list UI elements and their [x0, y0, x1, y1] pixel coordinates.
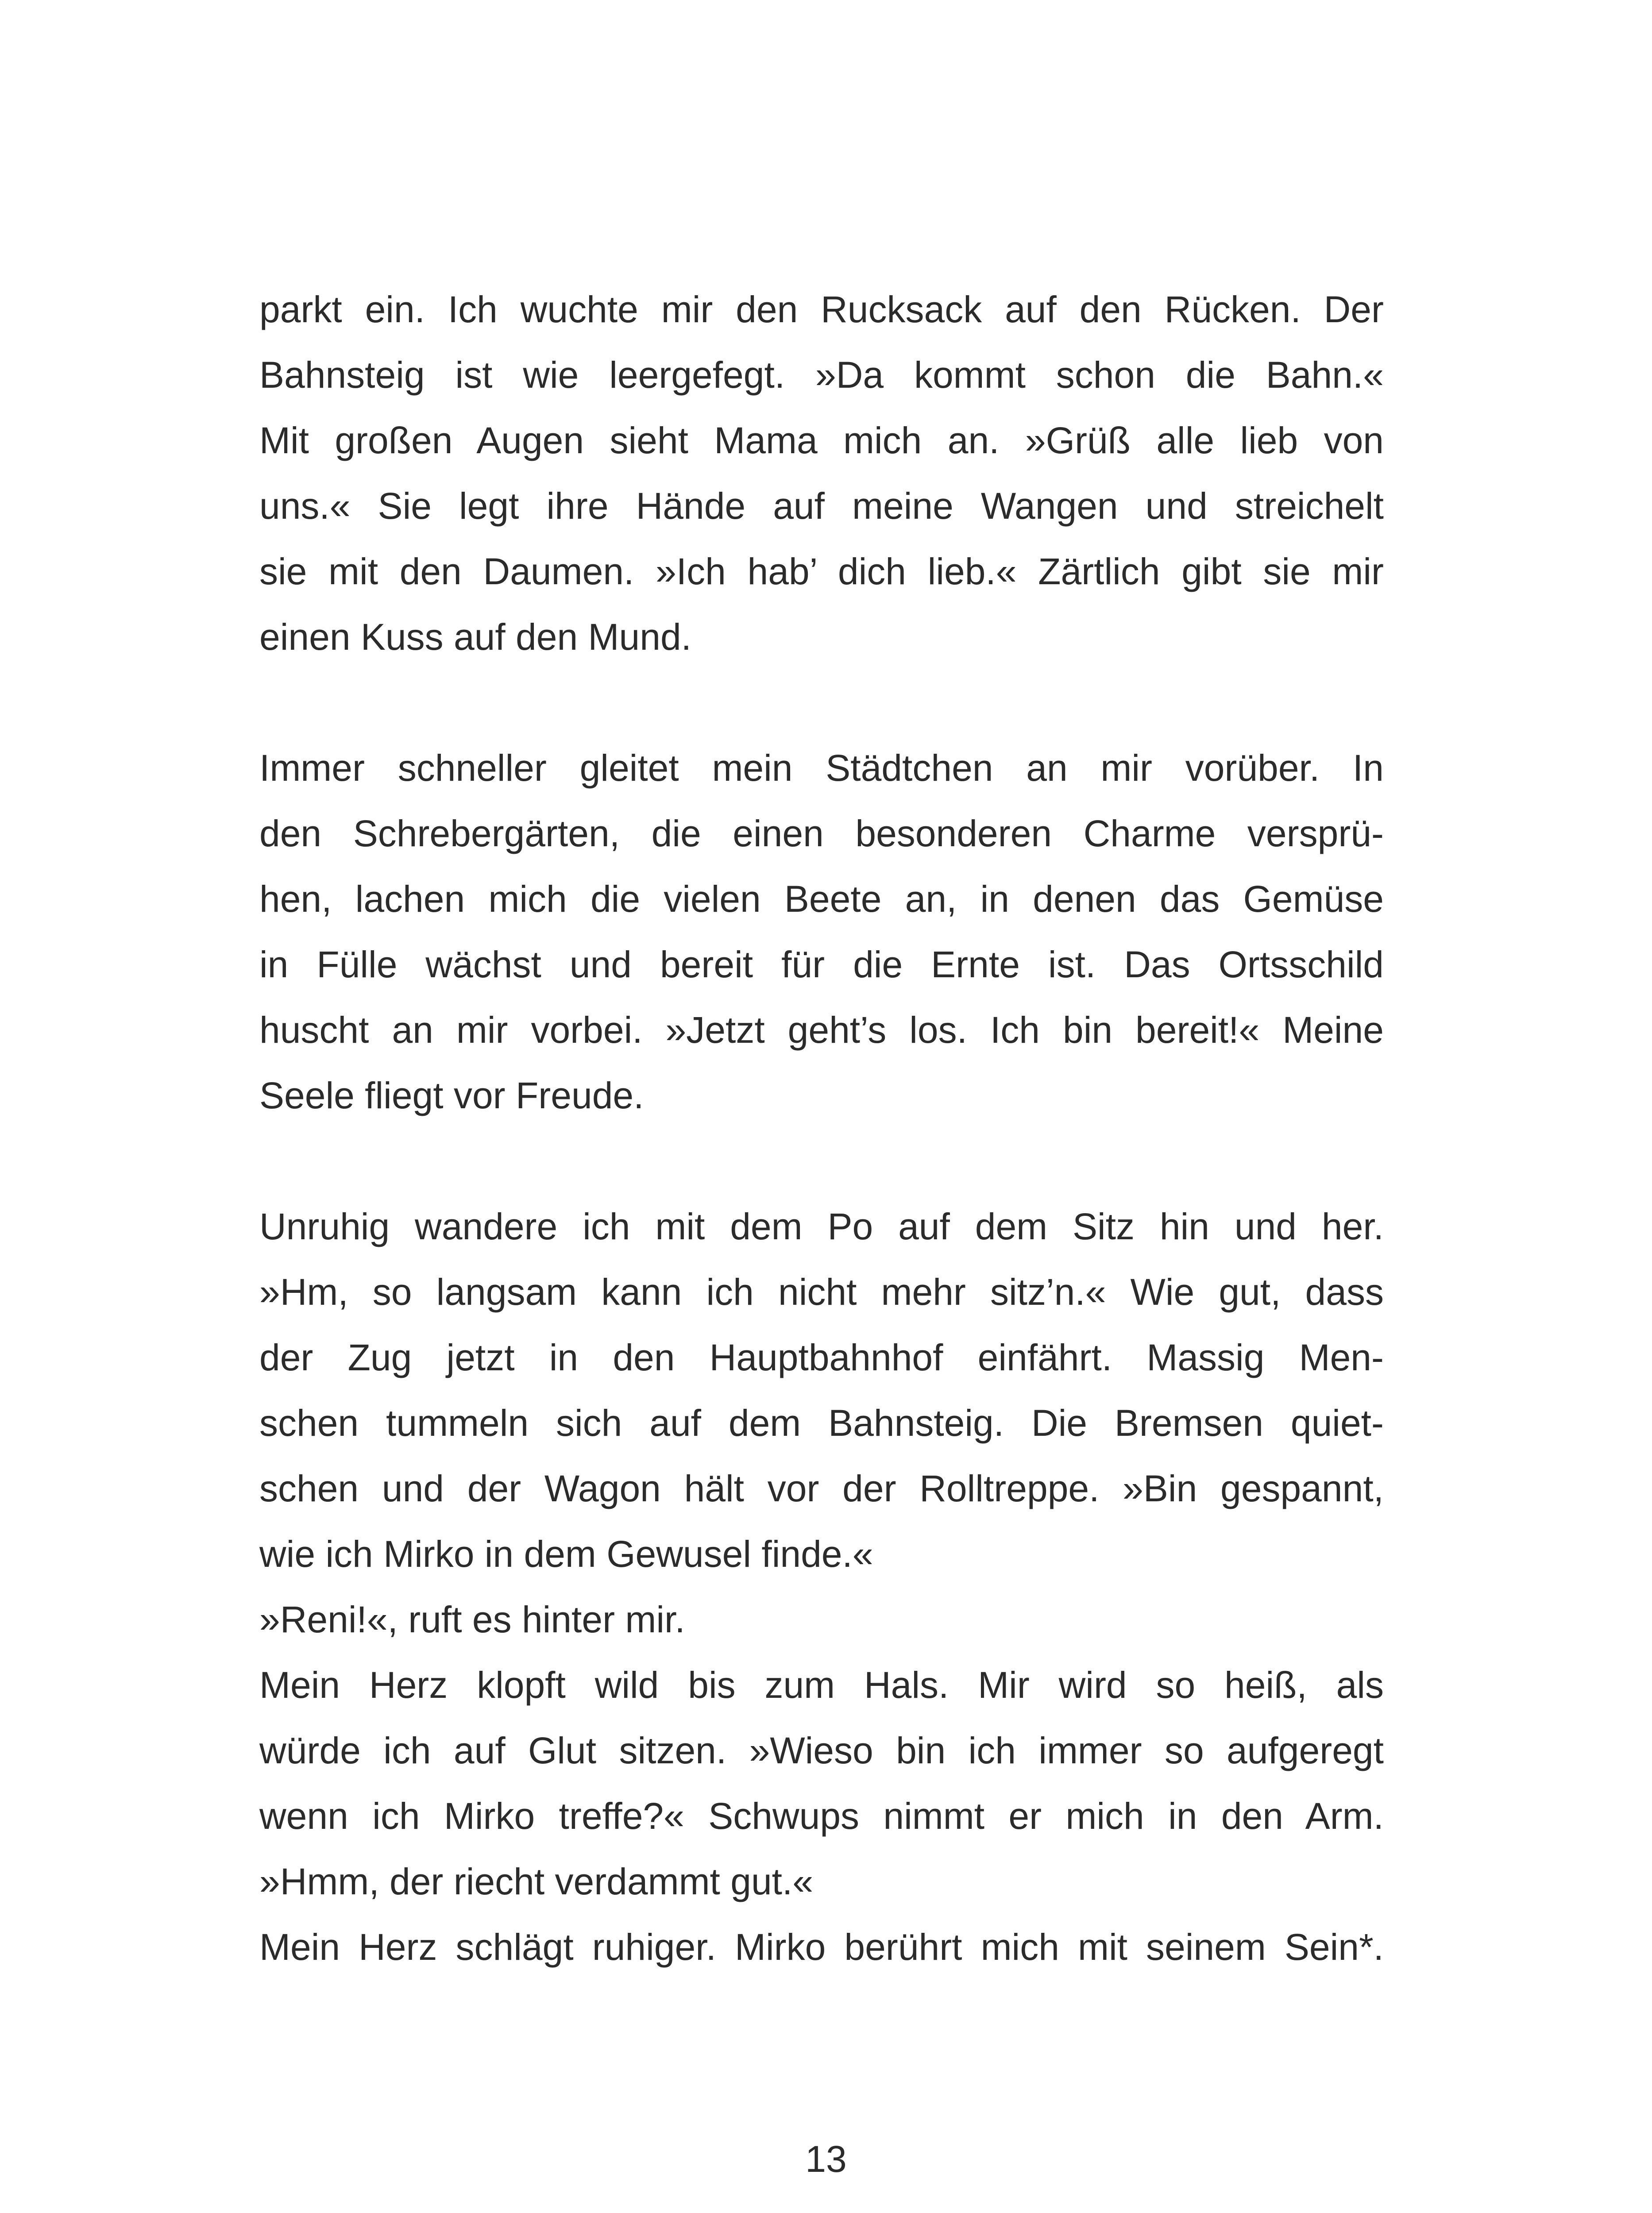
text-line: schen und der Wagon hält vor der Rolltreppe. »Bin gespannt,: [259, 1468, 1384, 1509]
text-line: den Schrebergärten, die einen besonderen Charme versprü-: [259, 813, 1384, 854]
page-number: 13: [805, 2138, 847, 2180]
text-line: uns.« Sie legt ihre Hände auf meine Wangen und streichelt: [259, 485, 1384, 527]
text-line: einen Kuss auf den Mund.: [259, 616, 692, 658]
text-line: Immer schneller gleitet mein Städtchen an mir vorüber. In: [259, 747, 1384, 789]
text-line: Mein Herz schlägt ruhiger. Mirko berührt mich mit seinem Sein*.: [259, 1926, 1384, 1968]
text-line: schen tummeln sich auf dem Bahnsteig. Die Bremsen quiet-: [259, 1402, 1384, 1444]
paragraph-gap: [259, 670, 1384, 735]
text-line: würde ich auf Glut sitzen. »Wieso bin ich immer so aufgeregt: [259, 1730, 1384, 1771]
text-line: »Hm, so langsam kann ich nicht mehr sitz’n.« Wie gut, dass: [259, 1271, 1384, 1313]
text-line: Unruhig wandere ich mit dem Po auf dem Sitz hin und her.: [259, 1206, 1384, 1247]
body-text: [259, 277, 1384, 1980]
text-line: in Fülle wächst und bereit für die Ernte ist. Das Ortsschild: [259, 944, 1384, 985]
text-line: Mit großen Augen sieht Mama mich an. »Grüß alle lieb von: [259, 420, 1384, 461]
text-line: wenn ich Mirko treffe?« Schwups nimmt er mich in den Arm.: [259, 1795, 1384, 1837]
text-line: hen, lachen mich die vielen Beete an, in denen das Gemüse: [259, 878, 1384, 920]
text-line: huscht an mir vorbei. »Jetzt geht’s los. Ich bin bereit!« Meine: [259, 1009, 1384, 1051]
text-line: Bahnsteig ist wie leergefegt. »Da kommt schon die Bahn.«: [259, 354, 1384, 396]
text-line: der Zug jetzt in den Hauptbahnhof einfährt. Massig Men-: [259, 1337, 1384, 1378]
text-line: »Reni!«, ruft es hinter mir.: [259, 1599, 685, 1640]
text-line: Seele fliegt vor Freude.: [259, 1075, 644, 1116]
text-line: parkt ein. Ich wuchte mir den Rucksack auf den Rücken. Der: [259, 289, 1384, 330]
text-line: »Hmm, der riecht verdammt gut.«: [259, 1861, 814, 1902]
text-line: sie mit den Daumen. »Ich hab’ dich lieb.« Zärtlich gibt sie mir: [259, 551, 1384, 592]
text-line: wie ich Mirko in dem Gewusel finde.«: [259, 1533, 873, 1575]
text-line: Mein Herz klopft wild bis zum Hals. Mir wird so heiß, als: [259, 1664, 1384, 1706]
paragraph-gap: [259, 1128, 1384, 1194]
